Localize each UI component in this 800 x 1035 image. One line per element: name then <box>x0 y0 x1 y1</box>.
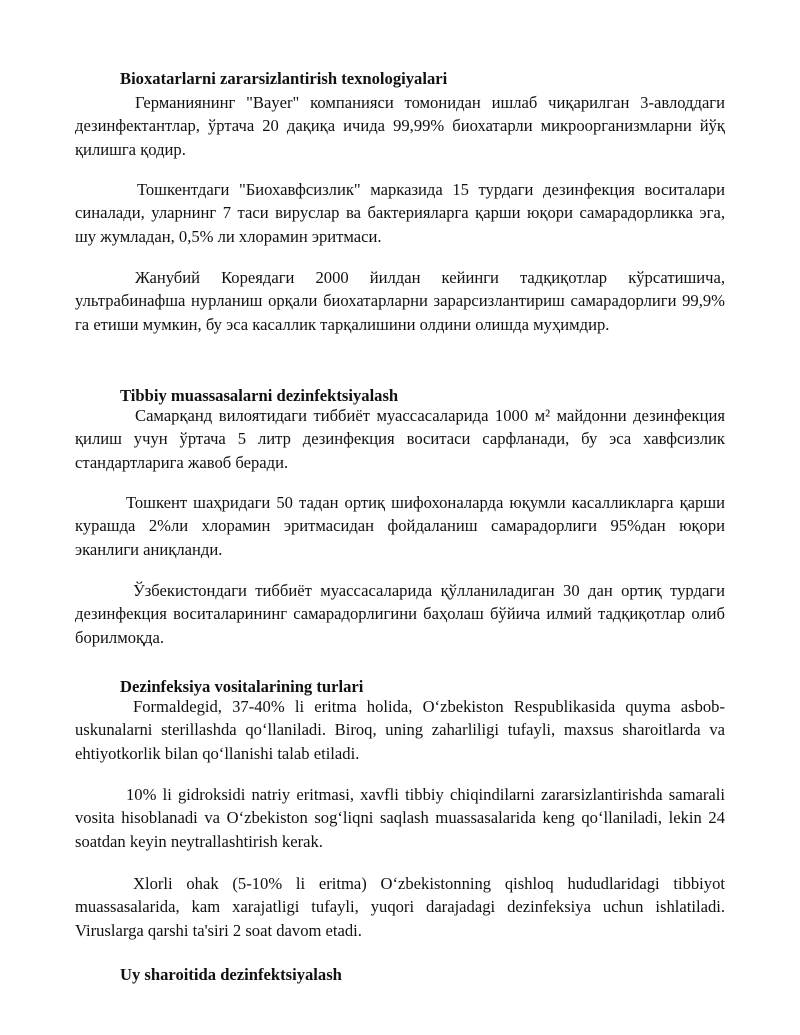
section-heading: Uy sharoitida dezinfektsiyalash <box>120 965 342 984</box>
paragraph: Самарқанд вилоятидаги тиббиёт муассасаларида 1000 м² майдонни дезинфекция қилиш учун ўртача 5 литр дезинфекция воситаси сарфланади, бу эса хавфсизлик стандартларига жавоб беради. <box>75 406 725 472</box>
paragraph: 10% li gidroksidi natriy eritmasi, xavfli tibbiy chiqindilarni zararsizlantirishda samarali vosita hisoblanadi va O‘zbekiston sog‘liqni saqlash muassasalarida keng qo‘llaniladi, lekin 24 soatdan keyin neytrallashtirish kerak. <box>75 785 725 851</box>
paragraph: Германиянинг "Bayer" компанияси томонидан ишлаб чиқарилган 3-авлоддаги дезинфектантлар, ўртача 20 дақиқа ичида 99,99% биохатарли микроорганизмларни йўқ қилишга қодир. <box>75 93 725 159</box>
paragraph: Formaldegid, 37-40% li eritma holida, O‘zbekiston Respublikasida quyma asbob-uskunalarni sterillashda qo‘llaniladi. Biroq, uning zaharliligi tufayli, maxsus sharoitlarda va ehtiyotkorlik bilan qo‘llanishi talab etiladi. <box>75 697 725 763</box>
section-heading: Bioxatarlarni zararsizlantirish texnologiyalari <box>120 69 448 88</box>
paragraph: Тошкент шаҳридаги 50 тадан ортиқ шифохоналарда юқумли касалликларга қарши курашда 2%ли хлорамин эритмасидан фойдаланиш самарадорлиги 95%дан юқори эканлиги аниқланди. <box>75 493 725 559</box>
paragraph: Тошкентдаги "Биохавфсизлик" марказида 15 турдаги дезинфекция воситалари синалади, уларнинг 7 таси вируслар ва бактерияларга қарши юқори самарадорликка эга, шу жумладан, 0,5% ли хлорамин эритмаси. <box>75 180 725 246</box>
paragraph: Xlorli ohak (5-10% li eritma) O‘zbekistonning qishloq hududlaridagi tibbiyot muassasalarida, kam xarajatligi tufayli, yuqori darajadagi dezinfeksiya uchun ishlatiladi. Viruslarga qarshi ta'siri 2 soat davom etadi. <box>75 874 725 940</box>
section-heading: Dezinfeksiya vositalarining turlari <box>120 677 364 696</box>
paragraph: Жанубий Кореядаги 2000 йилдан кейинги тадқиқотлар кўрсатишича, ультрабинафша нурланиш орқали биохатарларни зарарсизлантириш самарадорлиги 99,9% га етиши мумкин, бу эса касаллик тарқалишини олдини олишда муҳимдир. <box>75 268 725 334</box>
section-heading: Tibbiy muassasalarni dezinfektsiyalash <box>120 386 399 405</box>
paragraph: Ўзбекистондаги тиббиёт муассасаларида қўлланиладиган 30 дан ортиқ турдаги дезинфекция воситаларининг самарадорлигини баҳолаш бўйича илмий тадқиқотлар олиб борилмоқда. <box>75 581 725 647</box>
